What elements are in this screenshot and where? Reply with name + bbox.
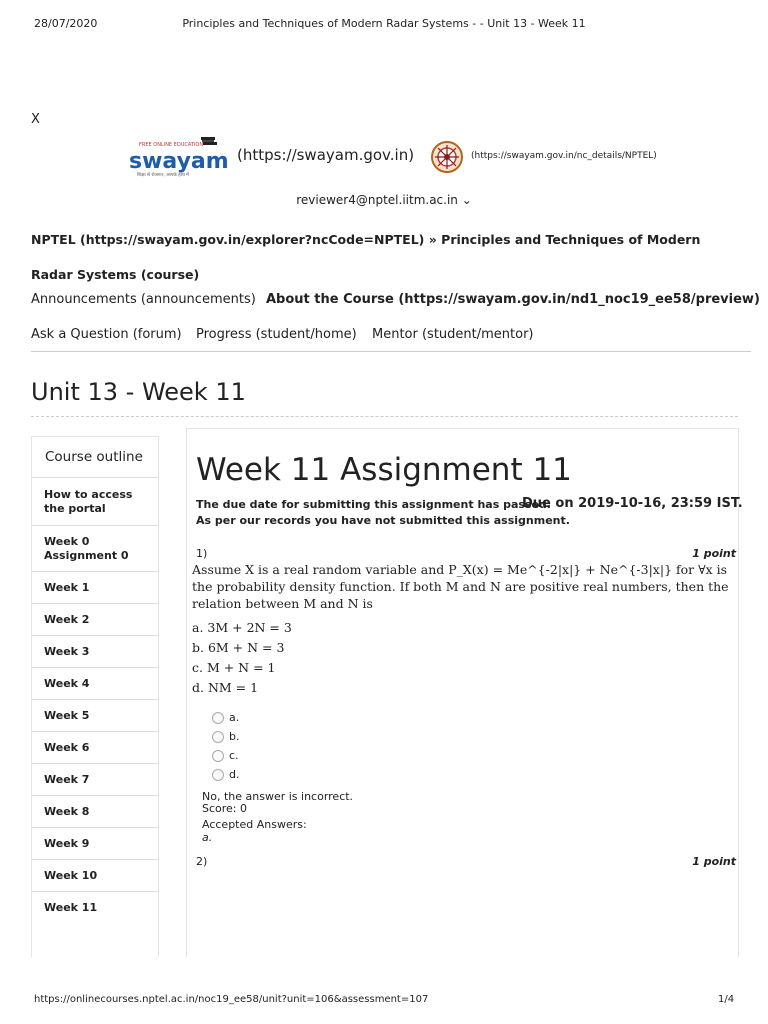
- accepted-answers-label: Accepted Answers:: [202, 818, 307, 831]
- question-number: 1): [196, 547, 208, 560]
- course-outline-sidebar: [31, 436, 159, 957]
- radio-button[interactable]: [212, 731, 224, 743]
- print-footer-url: https://onlinecourses.nptel.ac.in/noc19_ee58/unit?unit=106&assessment=107: [34, 994, 429, 1005]
- swayam-logo-bottom: शिक्षा से रोजगार, आपके हाथ में: [137, 173, 189, 178]
- answer-feedback: No, the answer is incorrect.: [202, 790, 354, 803]
- score: Score: 0: [202, 802, 248, 815]
- sidebar-item-week-4[interactable]: Week 4: [32, 668, 158, 700]
- sidebar-item-week-9[interactable]: Week 9: [32, 828, 158, 860]
- not-submitted-notice: As per our records you have not submitted this assignment.: [196, 514, 570, 527]
- nav-about-course[interactable]: About the Course (https://swayam.gov.in/nd1_noc19_ee58/preview): [266, 292, 760, 307]
- question-points: 1 point: [692, 547, 736, 560]
- sidebar-item-week-0[interactable]: Week 0 Assignment 0: [32, 526, 158, 572]
- swayam-logo-top: FREE ONLINE EDUCATION: [139, 142, 204, 148]
- nav-mentor[interactable]: Mentor (student/mentor): [372, 327, 534, 342]
- sidebar-item-week-5[interactable]: Week 5: [32, 700, 158, 732]
- nav-announcements[interactable]: Announcements (announcements): [31, 292, 256, 307]
- sidebar-item-week-11[interactable]: Week 11: [44, 901, 98, 914]
- nav-progress[interactable]: Progress (student/home): [196, 327, 357, 342]
- close-button[interactable]: X: [31, 112, 40, 127]
- choice-label: a.: [229, 711, 240, 724]
- sidebar-item-week-2[interactable]: Week 2: [32, 604, 158, 636]
- divider: [31, 351, 751, 352]
- sidebar-heading: Course outline: [32, 437, 158, 478]
- radio-button[interactable]: [212, 750, 224, 762]
- nptel-details-link[interactable]: (https://swayam.gov.in/nc_details/NPTEL): [471, 151, 657, 161]
- answer-choice-a[interactable]: [212, 711, 239, 724]
- option-text-d: d. NM = 1: [192, 680, 259, 695]
- radio-button[interactable]: [212, 769, 224, 781]
- print-title: Principles and Techniques of Modern Radar Systems - - Unit 13 - Week 11: [182, 17, 586, 30]
- sidebar-item-week-6[interactable]: Week 6: [32, 732, 158, 764]
- accepted-answer: a.: [202, 831, 213, 844]
- due-passed-notice: The due date for submitting this assignment has passed.: [196, 498, 551, 511]
- answer-choice-d[interactable]: [212, 768, 239, 781]
- swayam-logo[interactable]: [125, 135, 231, 179]
- answer-choice-c[interactable]: [212, 749, 239, 762]
- sidebar-item-week-3[interactable]: Week 3: [32, 636, 158, 668]
- question-text: Assume X is a real random variable and P_X(x) = Me^{-2|x|} + Ne^{-3|x|} for ∀x is the probability density function. If both M and N are positive real numbers, then the relation between M and N is: [192, 562, 729, 611]
- choice-label: c.: [229, 749, 239, 762]
- print-page-number: 1/4: [718, 994, 735, 1005]
- page-title: Unit 13 - Week 11: [31, 378, 246, 406]
- due-date: Due on 2019-10-16, 23:59 IST.: [522, 496, 743, 511]
- option-text-a: a. 3M + 2N = 3: [192, 620, 292, 635]
- sidebar-item-week-7[interactable]: Week 7: [32, 764, 158, 796]
- sidebar-item-week-1[interactable]: Week 1: [32, 572, 158, 604]
- sidebar-item-week-10[interactable]: Week 10: [32, 860, 158, 892]
- question-points: 1 point: [692, 855, 736, 868]
- radio-button[interactable]: [212, 712, 224, 724]
- swayam-logo-text: swayam: [129, 149, 229, 174]
- choice-label: b.: [229, 730, 240, 743]
- sidebar-item-week-8[interactable]: Week 8: [32, 796, 158, 828]
- breadcrumb[interactable]: NPTEL (https://swayam.gov.in/explorer?ncCode=NPTEL) » Principles and Techniques of Modern Radar Systems (course): [31, 232, 701, 282]
- swayam-link[interactable]: (https://swayam.gov.in): [237, 146, 415, 164]
- option-text-b: b. 6M + N = 3: [192, 640, 285, 655]
- question-number: 2): [196, 855, 208, 868]
- nav-ask-question[interactable]: Ask a Question (forum): [31, 327, 182, 342]
- nptel-logo[interactable]: [428, 140, 466, 174]
- assignment-title: Week 11 Assignment 11: [196, 452, 572, 488]
- option-text-c: c. M + N = 1: [192, 660, 276, 675]
- answer-choice-b[interactable]: [212, 730, 239, 743]
- sidebar-item-how-to-access[interactable]: How to access the portal: [32, 478, 158, 526]
- user-menu[interactable]: reviewer4@nptel.iitm.ac.in ⌄: [296, 193, 472, 207]
- print-date: 28/07/2020: [34, 17, 98, 30]
- divider: [31, 416, 738, 417]
- choice-label: d.: [229, 768, 240, 781]
